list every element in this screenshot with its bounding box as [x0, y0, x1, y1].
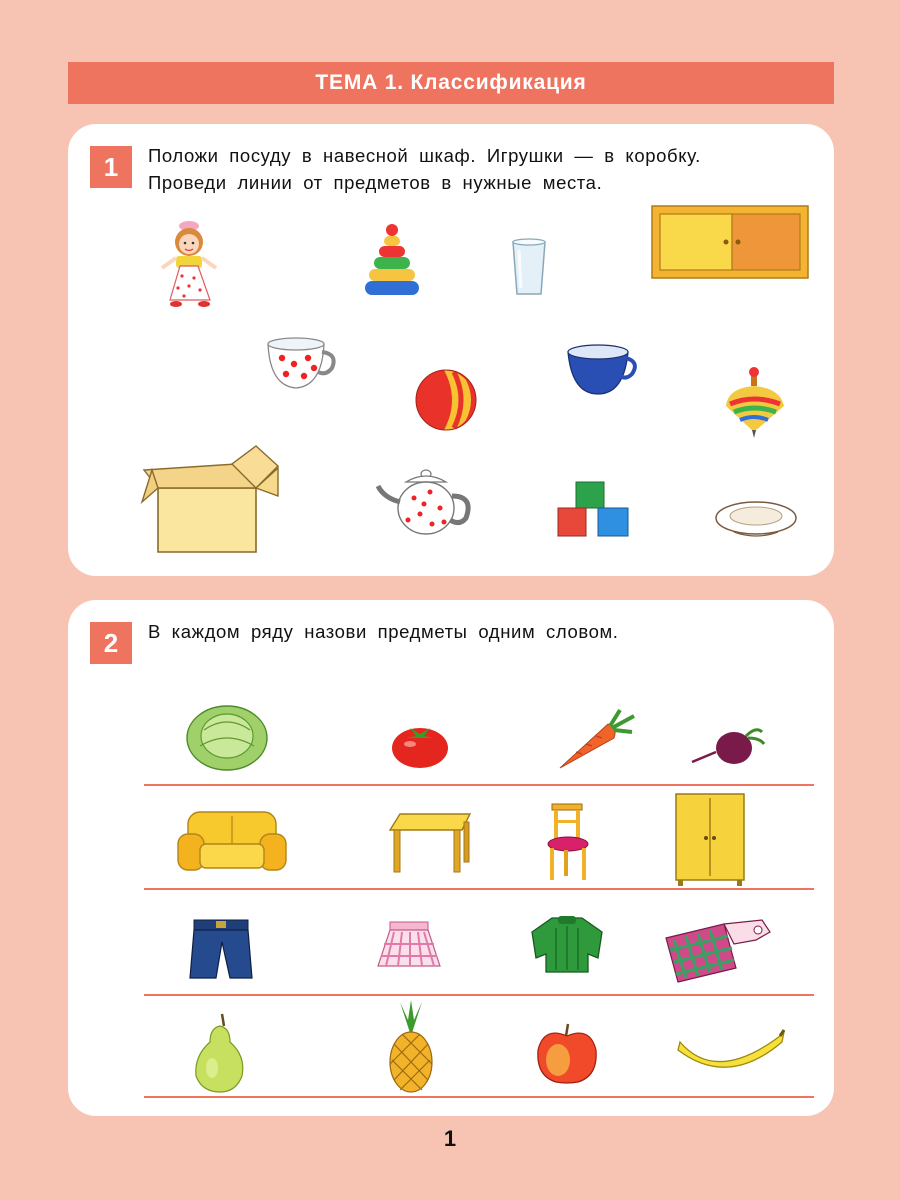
topic-header — [68, 62, 834, 104]
bowl-cup-icon[interactable] — [566, 342, 640, 398]
carrot-icon[interactable] — [554, 708, 638, 772]
saucer-icon[interactable] — [714, 498, 798, 540]
ball-icon[interactable] — [414, 368, 478, 432]
sofa-icon[interactable] — [174, 808, 290, 878]
task-1-line-2: Проведи линии от предметов в нужные места. — [148, 172, 603, 193]
task-number-badge: 2 — [90, 622, 132, 664]
cup-icon[interactable] — [264, 336, 340, 392]
table-icon[interactable] — [386, 810, 476, 874]
answer-line — [144, 1096, 814, 1098]
task-2-card — [68, 600, 834, 1116]
blocks-icon[interactable] — [556, 480, 632, 540]
answer-line — [144, 994, 814, 996]
task-2-line-1: В каждом ряду назови предметы одним словом. — [148, 621, 619, 642]
wall-cabinet-icon[interactable] — [652, 206, 808, 278]
teapot-icon[interactable] — [374, 468, 478, 540]
answer-line — [144, 888, 814, 890]
wardrobe-icon[interactable] — [674, 792, 746, 888]
doll-icon[interactable] — [154, 220, 224, 310]
task-2-instruction — [148, 618, 814, 645]
answer-line — [144, 784, 814, 786]
task-1-instruction — [148, 142, 814, 196]
task-1-card — [68, 124, 834, 576]
skirt-icon[interactable] — [376, 920, 442, 972]
beet-icon[interactable] — [690, 722, 770, 766]
jeans-icon[interactable] — [188, 918, 254, 982]
banana-icon[interactable] — [676, 1028, 786, 1084]
topic-title: ТЕМА 1. Классификация — [315, 71, 587, 94]
glass-icon[interactable] — [510, 238, 548, 298]
spinning-top-icon[interactable] — [722, 368, 788, 438]
cabbage-icon[interactable] — [184, 700, 270, 772]
task-number-badge: 1 — [90, 146, 132, 188]
tomato-icon[interactable] — [390, 720, 450, 770]
chair-icon[interactable] — [544, 802, 592, 882]
pyramid-toy-icon[interactable] — [360, 222, 424, 302]
dress-icon[interactable] — [664, 918, 774, 984]
pear-icon[interactable] — [192, 1012, 248, 1094]
sweater-icon[interactable] — [528, 914, 606, 976]
pineapple-icon[interactable] — [386, 1000, 436, 1094]
page-number: 1 — [443, 1126, 457, 1151]
task-1-line-1: Положи посуду в навесной шкаф. Игрушки — в коробку. — [148, 145, 701, 166]
apple-icon[interactable] — [534, 1020, 600, 1086]
cardboard-box-icon[interactable] — [140, 444, 280, 556]
